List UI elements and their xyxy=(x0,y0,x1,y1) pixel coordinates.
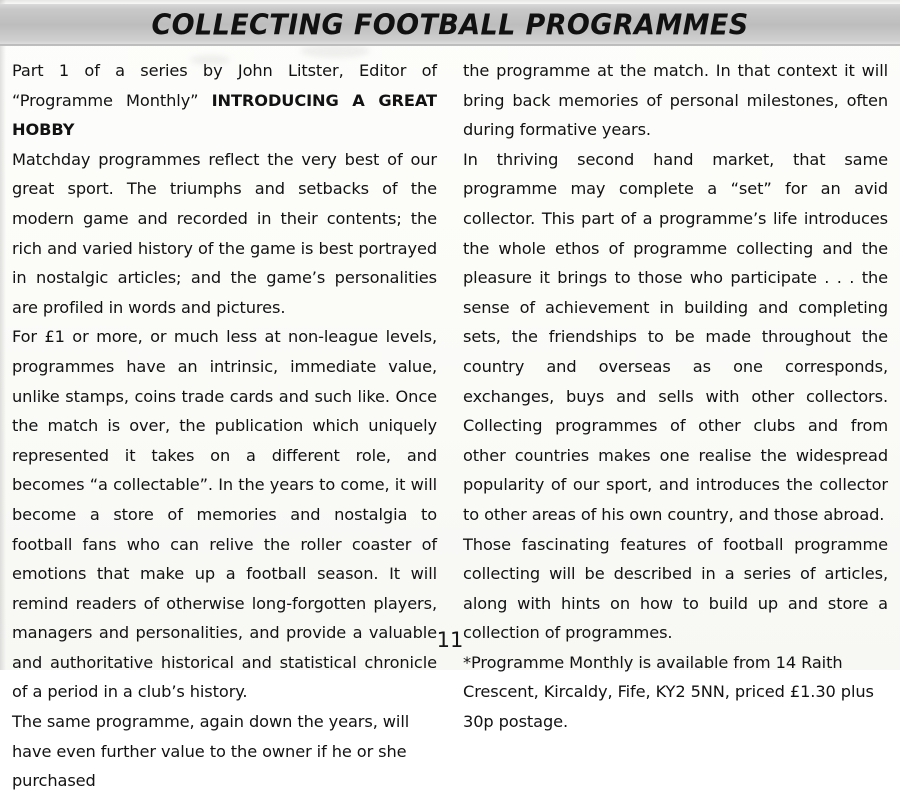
paragraph: Matchday programmes reflect the very best of our great sport. The triumphs and setbacks of the modern game and recorded in their contents; the rich and varied history of the game is best portrayed in nostalgic articles; and the game’s personalities are profiled in words and pictures. xyxy=(12,149,437,317)
paragraph-contact-details: *Programme Monthly is available from 14 Raith Crescent, Kircaldy, Fife, KY2 5NN, priced £1.30 plus 30p postage. xyxy=(463,652,874,732)
article-masthead xyxy=(0,4,900,46)
paragraph: The same programme, again down the years, will have even further value to the owner if he or she purchased xyxy=(12,712,410,791)
byline-paragraph xyxy=(12,56,437,145)
page-number: 11 xyxy=(436,628,464,652)
paragraph: Those fascinating features of football programme collecting will be described in a series of articles, along with hints on how to build up and store a collection of programmes. xyxy=(463,534,888,643)
page-title: COLLECTING FOOTBALL PROGRAMMES xyxy=(151,8,749,42)
byline-headline-text: INTRODUCING A GREAT HOBBY xyxy=(12,90,437,140)
column-right xyxy=(463,56,888,732)
paragraph: For £1 or more, or much less at non-league levels, programmes have an intrinsic, immediate value, unlike stamps, coins trade cards and such like. Once the match is over, the publication which uniquely represented it takes on a different role, and becomes “a collectable”. In the years to come, it will become a store of memories and nostalgia to football fans who can relive the roller coaster of emotions that make up a football season. It will remind readers of otherwise long-forgotten players, managers and personalities, and provide a valuable and authoritative historical and statistical chronicle of a period in a club’s history. xyxy=(12,327,437,702)
paragraph: the programme at the match. In that context it will bring back memories of personal milestones, often during formative years. xyxy=(463,61,888,140)
column-left xyxy=(12,56,437,791)
paragraph: In thriving second hand market, that same programme may complete a “set” for an avid collector. This part of a programme’s life introduces the whole ethos of programme collecting and the pleasure it brings to those who participate . . . the sense of achievement in building and completing sets, the friendships to be made throughout the country and overseas as one corresponds, exchanges, buys and sells with other collectors. Collecting programmes of other clubs and from other countries makes one realise the widespread popularity of our sport, and introduces the collector to other areas of his own country, and those abroad. xyxy=(463,149,888,524)
byline-intro-text: Part 1 of a series by John Litster, Editor of “Programme Monthly” xyxy=(12,61,437,110)
